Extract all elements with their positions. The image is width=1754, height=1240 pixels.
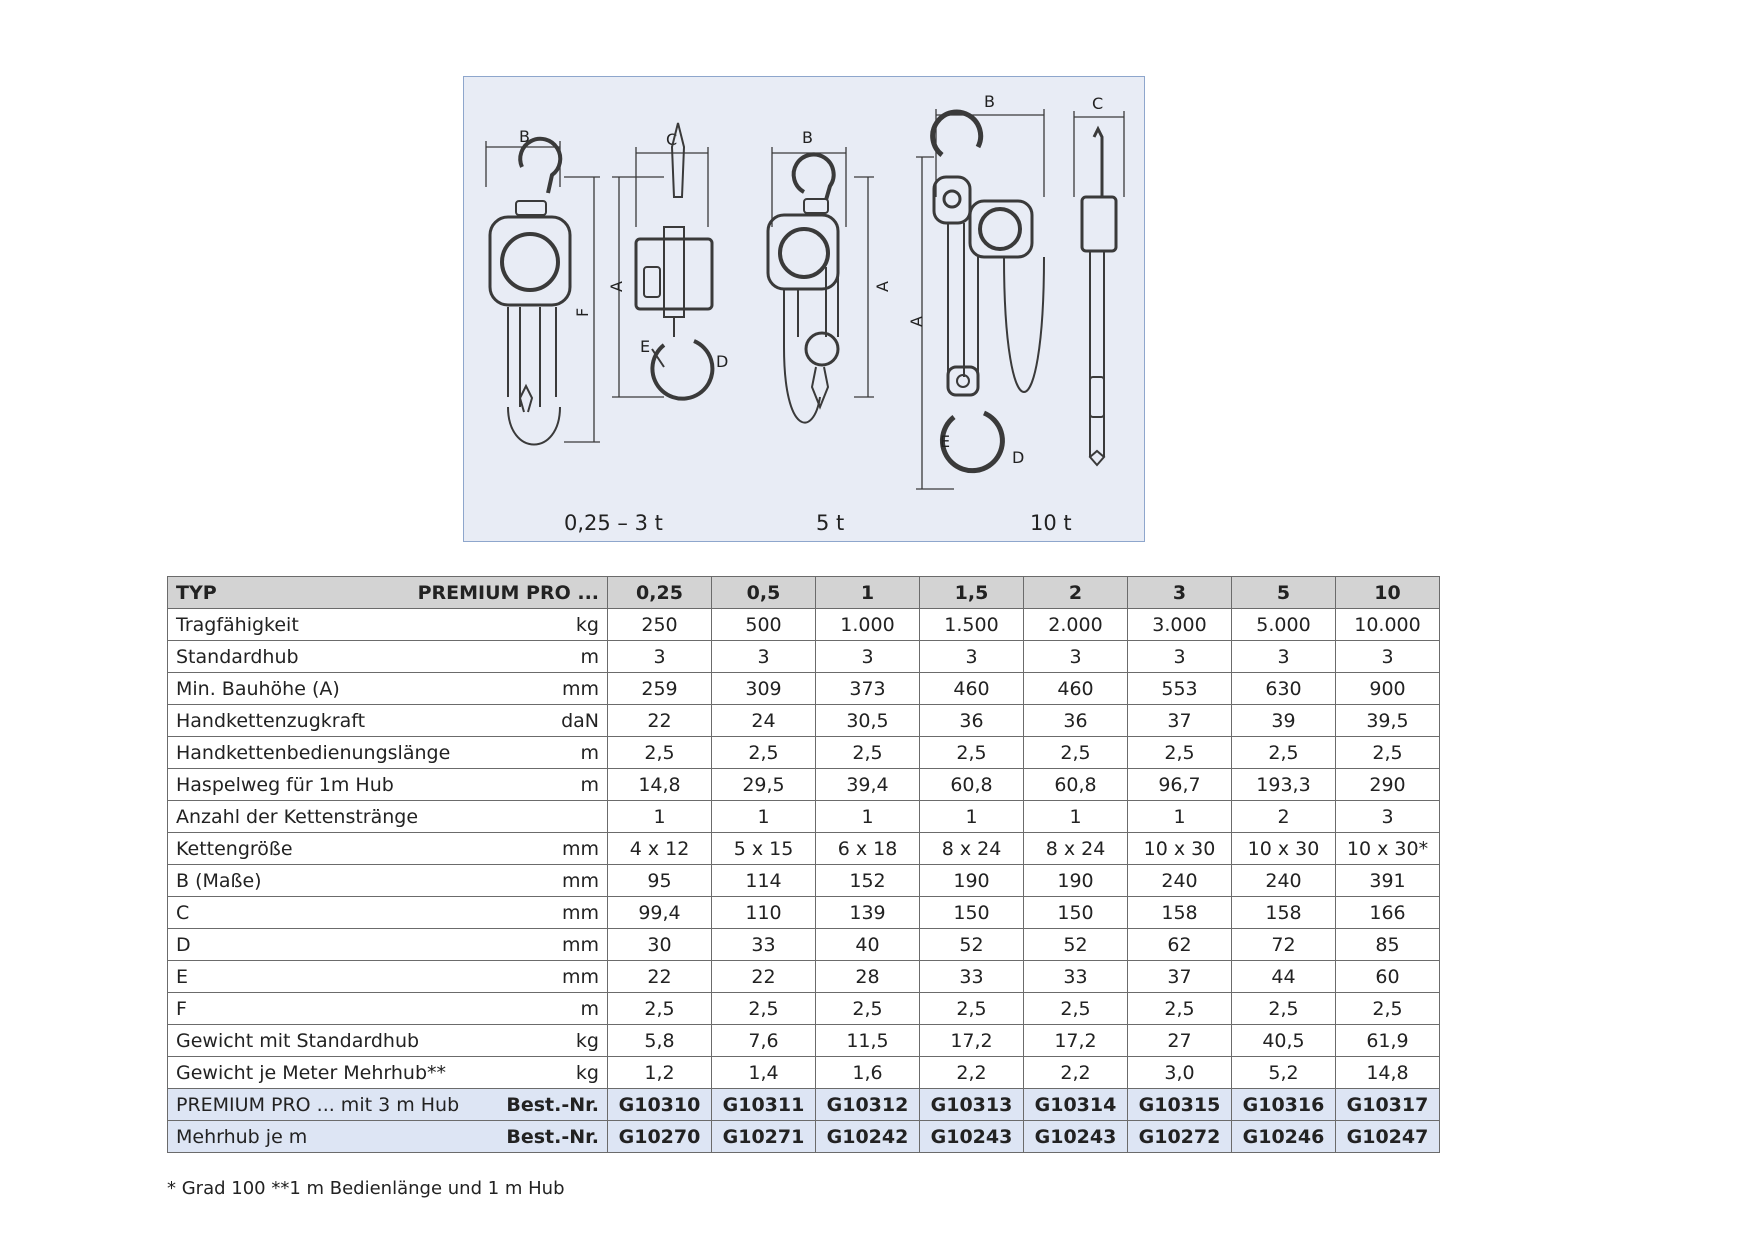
table-cell: 2,5 bbox=[608, 993, 712, 1025]
row-unit: mm bbox=[561, 677, 599, 700]
row-label-cell bbox=[168, 1121, 608, 1153]
table-cell: 8 x 24 bbox=[920, 833, 1024, 865]
row-label: B (Maße) bbox=[176, 869, 262, 892]
table-cell: 2,5 bbox=[1232, 993, 1336, 1025]
table-cell: 166 bbox=[1336, 897, 1440, 929]
table-cell: 3.000 bbox=[1128, 609, 1232, 641]
table-cell: 28 bbox=[816, 961, 920, 993]
table-cell: 44 bbox=[1232, 961, 1336, 993]
table-cell: 10.000 bbox=[1336, 609, 1440, 641]
table-cell: G10271 bbox=[712, 1121, 816, 1153]
table-cell: 33 bbox=[1024, 961, 1128, 993]
table-cell: 1 bbox=[712, 801, 816, 833]
table-cell: 2,2 bbox=[920, 1057, 1024, 1089]
table-cell: 290 bbox=[1336, 769, 1440, 801]
row-label-cell bbox=[168, 609, 608, 641]
dim-letter-e: E bbox=[640, 337, 651, 356]
row-unit: Best.-Nr. bbox=[506, 1093, 599, 1116]
table-cell: 2 bbox=[1232, 801, 1336, 833]
row-unit: mm bbox=[561, 933, 599, 956]
row-label: Gewicht je Meter Mehrhub** bbox=[176, 1061, 447, 1084]
table-cell: 4 x 12 bbox=[608, 833, 712, 865]
table-cell: 158 bbox=[1128, 897, 1232, 929]
row-unit: m bbox=[580, 997, 599, 1020]
table-cell: 36 bbox=[920, 705, 1024, 737]
table-cell: 39,5 bbox=[1336, 705, 1440, 737]
table-cell: 460 bbox=[1024, 673, 1128, 705]
row-label-cell bbox=[168, 737, 608, 769]
hoist-10t-front bbox=[916, 109, 1044, 489]
table-cell: 36 bbox=[1024, 705, 1128, 737]
table-cell: 240 bbox=[1232, 865, 1336, 897]
row-label: Standardhub bbox=[176, 645, 299, 668]
table-cell: 152 bbox=[816, 865, 920, 897]
row-label-cell bbox=[168, 1057, 608, 1089]
row-unit: m bbox=[580, 773, 599, 796]
table-cell: 150 bbox=[1024, 897, 1128, 929]
table-cell: 37 bbox=[1128, 961, 1232, 993]
table-cell: 1 bbox=[1128, 801, 1232, 833]
footnote: * Grad 100 **1 m Bedienlänge und 1 m Hub bbox=[167, 1178, 565, 1199]
table-cell: 2,5 bbox=[1024, 737, 1128, 769]
dim-letter-a-5t: A bbox=[873, 281, 892, 292]
table-cell: 2,5 bbox=[1128, 993, 1232, 1025]
dim-letter-a: A bbox=[607, 281, 626, 292]
table-cell: 33 bbox=[712, 929, 816, 961]
table-cell: 150 bbox=[920, 897, 1024, 929]
hoist-small-front bbox=[490, 139, 570, 445]
table-cell: 114 bbox=[712, 865, 816, 897]
row-unit: mm bbox=[561, 837, 599, 860]
table-cell: 1,4 bbox=[712, 1057, 816, 1089]
row-label-cell bbox=[168, 929, 608, 961]
table-row bbox=[168, 1057, 1440, 1089]
table-row bbox=[168, 897, 1440, 929]
table-row bbox=[168, 993, 1440, 1025]
table-cell: 6 x 18 bbox=[816, 833, 920, 865]
table-cell: 190 bbox=[920, 865, 1024, 897]
table-cell: 500 bbox=[712, 609, 816, 641]
table-cell: 22 bbox=[608, 705, 712, 737]
table-cell: G10246 bbox=[1232, 1121, 1336, 1153]
row-unit: mm bbox=[561, 869, 599, 892]
row-label: Kettengröße bbox=[176, 837, 293, 860]
table-cell: 33 bbox=[920, 961, 1024, 993]
table-cell: 240 bbox=[1128, 865, 1232, 897]
row-label-cell bbox=[168, 705, 608, 737]
dim-letter-b: B bbox=[519, 127, 530, 146]
table-cell: 1,2 bbox=[608, 1057, 712, 1089]
hoist-10t-side bbox=[1074, 111, 1124, 465]
table-cell: 22 bbox=[712, 961, 816, 993]
table-cell: 60 bbox=[1336, 961, 1440, 993]
table-cell: G10243 bbox=[1024, 1121, 1128, 1153]
table-cell: 2,5 bbox=[1232, 737, 1336, 769]
header-model: PREMIUM PRO ... bbox=[417, 581, 599, 604]
table-cell: 391 bbox=[1336, 865, 1440, 897]
table-cell: 30,5 bbox=[816, 705, 920, 737]
row-label: Handkettenbedienungslänge bbox=[176, 741, 451, 764]
table-cell: 3 bbox=[1024, 641, 1128, 673]
table-cell: 553 bbox=[1128, 673, 1232, 705]
table-cell: 72 bbox=[1232, 929, 1336, 961]
table-cell: 2,5 bbox=[816, 737, 920, 769]
row-label-cell bbox=[168, 769, 608, 801]
table-cell: 1,6 bbox=[816, 1057, 920, 1089]
table-cell: 14,8 bbox=[1336, 1057, 1440, 1089]
dim-letter-e-10t: E bbox=[940, 432, 951, 451]
dim-letter-c-10t: C bbox=[1092, 94, 1104, 113]
dim-letter-d: D bbox=[716, 352, 729, 371]
table-cell: 96,7 bbox=[1128, 769, 1232, 801]
header-capacity-3: 1,5 bbox=[920, 577, 1024, 609]
table-row bbox=[168, 961, 1440, 993]
table-cell: G10317 bbox=[1336, 1089, 1440, 1121]
table-cell: 39,4 bbox=[816, 769, 920, 801]
table-cell: 1.000 bbox=[816, 609, 920, 641]
table-cell: 2,5 bbox=[712, 737, 816, 769]
row-label: D bbox=[176, 933, 191, 956]
row-label-cell bbox=[168, 897, 608, 929]
table-cell: 139 bbox=[816, 897, 920, 929]
table-cell: G10312 bbox=[816, 1089, 920, 1121]
row-label-cell bbox=[168, 993, 608, 1025]
hoist-5t-front bbox=[768, 147, 874, 423]
table-cell: 11,5 bbox=[816, 1025, 920, 1057]
spec-table bbox=[167, 576, 1440, 1153]
table-cell: G10247 bbox=[1336, 1121, 1440, 1153]
header-capacity-2: 1 bbox=[816, 577, 920, 609]
table-cell: 10 x 30 bbox=[1128, 833, 1232, 865]
table-cell: 1 bbox=[816, 801, 920, 833]
table-cell: 2,5 bbox=[712, 993, 816, 1025]
row-label: PREMIUM PRO ... mit 3 m Hub bbox=[176, 1093, 460, 1116]
row-label-cell bbox=[168, 641, 608, 673]
header-capacity-6: 5 bbox=[1232, 577, 1336, 609]
table-cell: 99,4 bbox=[608, 897, 712, 929]
table-cell: G10242 bbox=[816, 1121, 920, 1153]
table-cell: 158 bbox=[1232, 897, 1336, 929]
table-row bbox=[168, 705, 1440, 737]
row-unit: mm bbox=[561, 901, 599, 924]
table-cell: G10243 bbox=[920, 1121, 1024, 1153]
row-label-cell bbox=[168, 961, 608, 993]
hoist-small-side bbox=[636, 123, 712, 399]
row-unit: Best.-Nr. bbox=[506, 1125, 599, 1148]
row-label: Anzahl der Kettenstränge bbox=[176, 805, 419, 828]
header-capacity-1: 0,5 bbox=[712, 577, 816, 609]
table-cell: 900 bbox=[1336, 673, 1440, 705]
caption-small: 0,25 – 3 t bbox=[564, 511, 663, 535]
row-label-cell bbox=[168, 1025, 608, 1057]
table-cell: 3,0 bbox=[1128, 1057, 1232, 1089]
header-capacity-4: 2 bbox=[1024, 577, 1128, 609]
caption-10t: 10 t bbox=[1030, 511, 1072, 535]
table-cell: 52 bbox=[920, 929, 1024, 961]
row-label-cell bbox=[168, 801, 608, 833]
dim-letter-b-10t: B bbox=[984, 92, 995, 111]
table-cell: G10270 bbox=[608, 1121, 712, 1153]
table-cell: 3 bbox=[1128, 641, 1232, 673]
table-cell: 17,2 bbox=[1024, 1025, 1128, 1057]
row-label-cell bbox=[168, 673, 608, 705]
table-cell: 3 bbox=[1232, 641, 1336, 673]
table-row bbox=[168, 609, 1440, 641]
table-cell: 27 bbox=[1128, 1025, 1232, 1057]
table-cell: 110 bbox=[712, 897, 816, 929]
row-unit: kg bbox=[575, 1029, 599, 1052]
table-cell: 3 bbox=[1336, 801, 1440, 833]
table-cell: 39 bbox=[1232, 705, 1336, 737]
row-label-cell bbox=[168, 1089, 608, 1121]
caption-5t: 5 t bbox=[816, 511, 845, 535]
table-cell: G10314 bbox=[1024, 1089, 1128, 1121]
table-cell: 60,8 bbox=[920, 769, 1024, 801]
hoist-drawings bbox=[464, 77, 1146, 543]
table-row bbox=[168, 641, 1440, 673]
table-cell: 95 bbox=[608, 865, 712, 897]
table-row bbox=[168, 865, 1440, 897]
row-label: Min. Bauhöhe (A) bbox=[176, 677, 340, 700]
table-row bbox=[168, 929, 1440, 961]
table-cell: 2,5 bbox=[1024, 993, 1128, 1025]
table-cell: 2,5 bbox=[920, 993, 1024, 1025]
table-cell: 3 bbox=[816, 641, 920, 673]
table-cell: 3 bbox=[920, 641, 1024, 673]
header-capacity-7: 10 bbox=[1336, 577, 1440, 609]
table-cell: 10 x 30 bbox=[1232, 833, 1336, 865]
row-label-cell bbox=[168, 865, 608, 897]
row-label: C bbox=[176, 901, 190, 924]
table-cell: 5.000 bbox=[1232, 609, 1336, 641]
row-unit: kg bbox=[575, 613, 599, 636]
row-unit: daN bbox=[561, 709, 599, 732]
table-cell: 5,2 bbox=[1232, 1057, 1336, 1089]
table-cell: 2,5 bbox=[1336, 737, 1440, 769]
dim-letter-d-10t: D bbox=[1012, 448, 1025, 467]
table-cell: G10272 bbox=[1128, 1121, 1232, 1153]
row-unit: kg bbox=[575, 1061, 599, 1084]
dim-letter-c: C bbox=[666, 130, 678, 149]
row-label: Tragfähigkeit bbox=[176, 613, 299, 636]
table-cell: G10315 bbox=[1128, 1089, 1232, 1121]
row-unit: mm bbox=[561, 965, 599, 988]
table-cell: 1 bbox=[1024, 801, 1128, 833]
order-row bbox=[168, 1121, 1440, 1153]
table-cell: 460 bbox=[920, 673, 1024, 705]
table-row bbox=[168, 769, 1440, 801]
table-cell: 8 x 24 bbox=[1024, 833, 1128, 865]
table-cell: 259 bbox=[608, 673, 712, 705]
table-cell: 190 bbox=[1024, 865, 1128, 897]
table-row bbox=[168, 737, 1440, 769]
table-cell: 2,2 bbox=[1024, 1057, 1128, 1089]
row-label: Handkettenzugkraft bbox=[176, 709, 366, 732]
table-cell: 1 bbox=[608, 801, 712, 833]
row-label-cell bbox=[168, 833, 608, 865]
table-cell: 3 bbox=[608, 641, 712, 673]
table-row bbox=[168, 801, 1440, 833]
table-cell: 1 bbox=[920, 801, 1024, 833]
table-cell: 52 bbox=[1024, 929, 1128, 961]
dim-letter-b-5t: B bbox=[802, 128, 813, 147]
table-row bbox=[168, 833, 1440, 865]
row-unit: m bbox=[580, 741, 599, 764]
table-cell: 309 bbox=[712, 673, 816, 705]
hoist-dimension-figure bbox=[463, 76, 1145, 542]
table-cell: 37 bbox=[1128, 705, 1232, 737]
table-cell: 3 bbox=[712, 641, 816, 673]
row-label: F bbox=[176, 997, 187, 1020]
table-cell: 193,3 bbox=[1232, 769, 1336, 801]
table-cell: 22 bbox=[608, 961, 712, 993]
table-cell: 250 bbox=[608, 609, 712, 641]
table-cell: 2,5 bbox=[608, 737, 712, 769]
table-cell: 2,5 bbox=[1336, 993, 1440, 1025]
dim-letter-a-10t: A bbox=[907, 316, 926, 327]
table-cell: G10311 bbox=[712, 1089, 816, 1121]
table-cell: 2,5 bbox=[920, 737, 1024, 769]
header-capacity-0: 0,25 bbox=[608, 577, 712, 609]
table-cell: 40 bbox=[816, 929, 920, 961]
row-label: E bbox=[176, 965, 189, 988]
table-cell: 1.500 bbox=[920, 609, 1024, 641]
table-row bbox=[168, 1025, 1440, 1057]
table-cell: 29,5 bbox=[712, 769, 816, 801]
table-cell: 630 bbox=[1232, 673, 1336, 705]
table-header-row bbox=[168, 577, 1440, 609]
table-cell: 5 x 15 bbox=[712, 833, 816, 865]
dim-letter-f: F bbox=[573, 307, 592, 317]
row-unit: m bbox=[580, 645, 599, 668]
table-cell: 2.000 bbox=[1024, 609, 1128, 641]
row-label: Gewicht mit Standardhub bbox=[176, 1029, 420, 1052]
table-cell: 3 bbox=[1336, 641, 1440, 673]
table-cell: G10313 bbox=[920, 1089, 1024, 1121]
header-typ: TYP bbox=[176, 581, 217, 604]
table-cell: 7,6 bbox=[712, 1025, 816, 1057]
table-cell: 40,5 bbox=[1232, 1025, 1336, 1057]
table-cell: 17,2 bbox=[920, 1025, 1024, 1057]
row-label: Haspelweg für 1m Hub bbox=[176, 773, 394, 796]
table-cell: 2,5 bbox=[816, 993, 920, 1025]
table-cell: 85 bbox=[1336, 929, 1440, 961]
header-capacity-5: 3 bbox=[1128, 577, 1232, 609]
table-cell: 373 bbox=[816, 673, 920, 705]
table-cell: G10316 bbox=[1232, 1089, 1336, 1121]
header-label-cell bbox=[168, 577, 608, 609]
table-cell: 60,8 bbox=[1024, 769, 1128, 801]
table-row bbox=[168, 673, 1440, 705]
table-cell: 24 bbox=[712, 705, 816, 737]
table-cell: 14,8 bbox=[608, 769, 712, 801]
table-cell: 62 bbox=[1128, 929, 1232, 961]
order-row bbox=[168, 1089, 1440, 1121]
row-label: Mehrhub je m bbox=[176, 1125, 308, 1148]
table-cell: 30 bbox=[608, 929, 712, 961]
table-cell: 61,9 bbox=[1336, 1025, 1440, 1057]
table-cell: 10 x 30* bbox=[1336, 833, 1440, 865]
table-cell: G10310 bbox=[608, 1089, 712, 1121]
table-cell: 5,8 bbox=[608, 1025, 712, 1057]
table-cell: 2,5 bbox=[1128, 737, 1232, 769]
